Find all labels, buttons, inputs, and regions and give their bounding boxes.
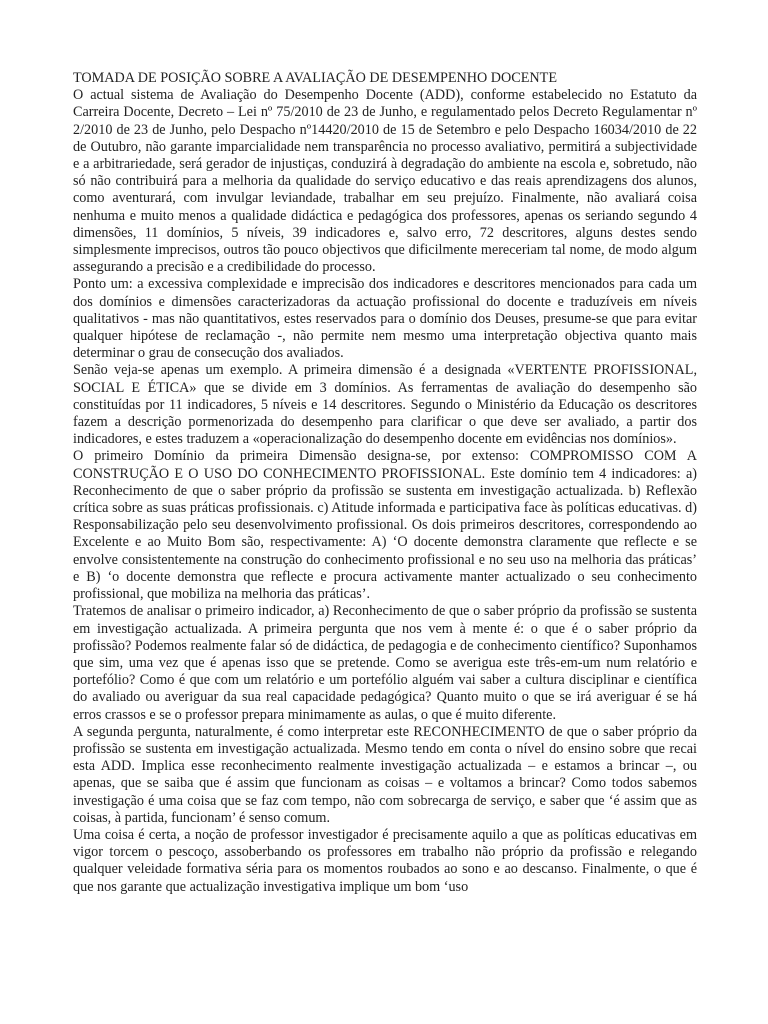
- document-page: [73, 70, 697, 896]
- paragraph-2: Ponto um: a excessiva complexidade e imprecisão dos indicadores e descritores mencionados para cada um dos domínios e dimensões caracterizadoras da actuação profissional do docente e traduzíveis em níveis qualitativos - mas não quantitativos, estes reservados para o domínio dos Deuses, presume-se que para evitar qualquer hipótese de reclamação -, não permite nem mesmo uma interpretação objectiva quanto mais determinar o grau de consecução dos avaliados.: [73, 276, 697, 362]
- paragraph-3: Senão veja-se apenas um exemplo. A primeira dimensão é a designada «VERTENTE PROFISSIONAL, SOCIAL E ÉTICA» que se divide em 3 domínios. As ferramentas de avaliação do desempenho são constituídas por 11 indicadores, 5 níveis e 14 descritores. Segundo o Ministério da Educação os descritores fazem a descrição pormenorizada do desempenho para clarificar o que deve ser avaliado, a partir dos indicadores, e estes traduzem a «operacionalização do desempenho docente em evidências nos domínios».: [73, 362, 697, 448]
- document-title: TOMADA DE POSIÇÃO SOBRE A AVALIAÇÃO DE DESEMPENHO DOCENTE: [73, 70, 557, 86]
- paragraph-4: O primeiro Domínio da primeira Dimensão designa-se, por extenso: COMPROMISSO COM A CONSTRUÇÃO E O USO DO CONHECIMENTO PROFISSIONAL. Este domínio tem 4 indicadores: a) Reconhecimento de que o saber próprio da profissão se sustenta em investigação actualizada. b) Reflexão crítica sobre as suas práticas profissionais. c) Atitude informada e participativa face às políticas educativas. d) Responsabilização pelo seu desenvolvimento profissional. Os dois primeiros descritores, correspondendo ao Excelente e ao Muito Bom são, respectivamente: A) ‘O docente demonstra claramente que reflecte e se envolve consistentemente na construção do conhecimento profissional e no seu uso na melhoria das práticas’ e B) ‘o docente demonstra que reflecte e procura activamente manter actualizado o seu conhecimento profissional, que mobiliza na melhoria das práticas’.: [73, 448, 697, 603]
- paragraph-5: Tratemos de analisar o primeiro indicador, a) Reconhecimento de que o saber próprio da profissão se sustenta em investigação actualizada. A primeira pergunta que nos vem à mente é: o que é o saber próprio da profissão? Podemos realmente falar só de didáctica, de pedagogia e de conhecimento científico? Suponhamos que sim, uma vez que é apenas isso que se pretende. Como se averigua este três-em-um num relatório e portefólio? Como é que com um relatório e um portefólio alguém vai saber a cultura disciplinar e científica do avaliado ou averiguar da sua real capacidade pedagógica? Quanto muito o que se irá averiguar é se há erros crassos e se o professor prepara minimamente as aulas, o que é muito diferente.: [73, 603, 697, 723]
- paragraph-6: A segunda pergunta, naturalmente, é como interpretar este RECONHECIMENTO de que o saber próprio da profissão se sustenta em investigação actualizada. Mesmo tendo em conta o nível do ensino sobre que recai esta ADD. Implica esse reconhecimento realmente investigação actualizada – e estamos a brincar –, ou apenas, que se saiba que é assim que funcionam as coisas – e voltamos a brincar? Como todos sabemos investigação é uma coisa que se faz com tempo, não com sobrecarga de serviço, e saber que ‘é assim que as coisas, à partida, funcionam’ é senso comum.: [73, 723, 697, 826]
- paragraph-7: Uma coisa é certa, a noção de professor investigador é precisamente aquilo a que as políticas educativas em vigor torcem o pescoço, assoberbando os professores em trabalho não próprio da profissão e relegando qualquer veleidade formativa séria para os momentos roubados ao sono e ao descanso. Finalmente, o que é que nos garante que actualização investigativa implique um bom ‘uso: [73, 826, 697, 895]
- paragraph-1: O actual sistema de Avaliação do Desempenho Docente (ADD), conforme estabelecido no Estatuto da Carreira Docente, Decreto – Lei nº 75/2010 de 23 de Junho, e regulamentado pelos Decreto Regulamentar nº 2/2010 de 23 de Junho, pelo Despacho nº14420/2010 de 15 de Setembro e pelo Despacho 16034/2010 de 22 de Outubro, não garante imparcialidade nem transparência no processo avaliativo, permitirá a subjectividade e a arbitrariedade, será gerador de injustiças, conduzirá à degradação do ambiente na escola e, sobretudo, não só não contribuirá para a melhoria da qualidade do serviço educativo e das reais aprendizagens dos alunos, como aventurará, com invulgar leviandade, trabalhar em seu prejuízo. Finalmente, não avaliará coisa nenhuma e muito menos a qualidade didáctica e pedagógica dos professores, apenas os seriando segundo 4 dimensões, 11 domínios, 5 níveis, 39 indicadores e, salvo erro, 72 descritores, alguns destes sendo simplesmente imprecisos, outros tão pouco objectivos que dificilmente mereceriam tal nome, de modo algum assegurando a precisão e a credibilidade do processo.: [73, 87, 697, 276]
